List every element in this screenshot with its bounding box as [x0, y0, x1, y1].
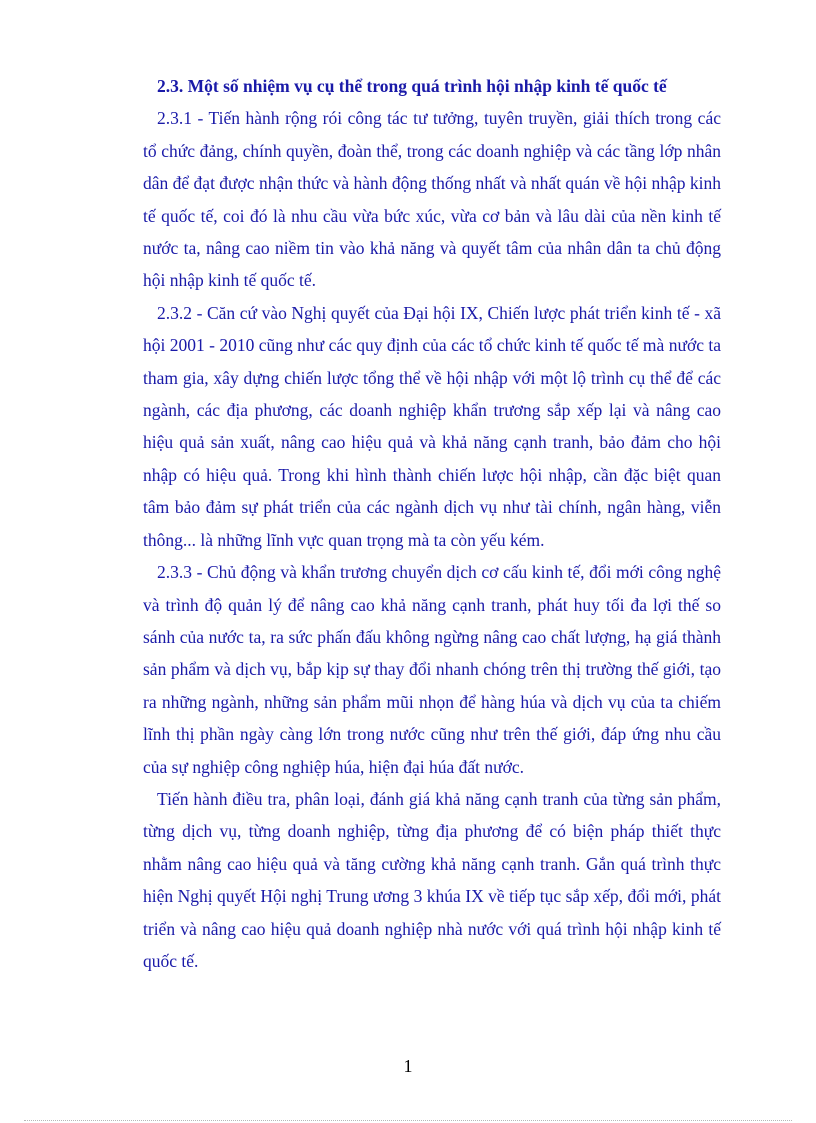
section-heading: 2.3. Một số nhiệm vụ cụ thể trong quá trình hội nhập kinh tế quốc tế [157, 76, 667, 96]
paragraph-2-3-2: 2.3.2 - Căn cứ vào Nghị quyết của Đại hội IX, Chiến lược phát triển kinh tế - xã hội 2001 - 2010 cũng như các quy định của các tổ chức kinh tế quốc tế mà nước ta tham gia, xây dựng chiến lược tổng thể về hội nhập với một lộ trình cụ thể để các ngành, các địa phương, các doanh nghiệp khẩn trương sắp xếp lại và nâng cao hiệu quả sản xuất, nâng cao hiệu quả và khả năng cạnh tranh, bảo đảm cho hội nhập có hiệu quả. Trong khi hình thành chiến lược hội nhập, cần đặc biệt quan tâm bảo đảm sự phát triển của các ngành dịch vụ như tài chính, ngân hàng, viễn thông... là những lĩnh vực quan trọng mà ta còn yếu kém. [143, 302, 721, 550]
paragraph-2-3-3: 2.3.3 - Chủ động và khẩn trương chuyển dịch cơ cấu kinh tế, đổi mới công nghệ và trình độ quản lý để nâng cao khả năng cạnh tranh, phát huy tối đa lợi thế so sánh của nước ta, ra sức phấn đấu không ngừng nâng cao chất lượng, hạ giá thành sản phẩm và dịch vụ, bắp kịp sự thay đổi nhanh chóng trên thị trường thế giới, tạo ra những ngành, những sản phẩm mũi nhọn để hàng húa và dịch vụ của ta chiếm lĩnh thị phần ngày càng lớn trong nước cũng như trên thế giới, đáp ứng nhu cầu của sự nghiệp công nghiệp húa, hiện đại húa đất nước. [143, 562, 721, 777]
paragraph-2-3-1: 2.3.1 - Tiến hành rộng rói công tác tư tưởng, tuyên truyền, giải thích trong các tổ chức đảng, chính quyền, đoàn thể, trong các doanh nghiệp và các tầng lớp nhân dân để đạt được nhận thức và hành động thống nhất và nhất quán về hội nhập kinh tế quốc tế, coi đó là nhu cầu vừa bức xúc, vừa cơ bản và lâu dài của nền kinh tế nước ta, nâng cao niềm tin vào khả năng và quyết tâm của nhân dân ta chủ động hội nhập kinh tế quốc tế. [143, 108, 721, 291]
page-number: 1 [403, 1056, 413, 1076]
paragraph-survey: Tiến hành điều tra, phân loại, đánh giá khả năng cạnh tranh của từng sản phẩm, từng dịch vụ, từng doanh nghiệp, từng địa phương để có biện pháp thiết thực nhằm nâng cao hiệu quả và tăng cường khả năng cạnh tranh. Gắn quá trình thực hiện Nghị quyết Hội nghị Trung ương 3 khúa IX về tiếp tục sắp xếp, đổi mới, phát triển và nâng cao hiệu quả doanh nghiệp nhà nước với quá trình hội nhập kinh tế quốc tế. [143, 788, 721, 971]
document-body [143, 70, 721, 977]
footer-divider [24, 1120, 792, 1121]
